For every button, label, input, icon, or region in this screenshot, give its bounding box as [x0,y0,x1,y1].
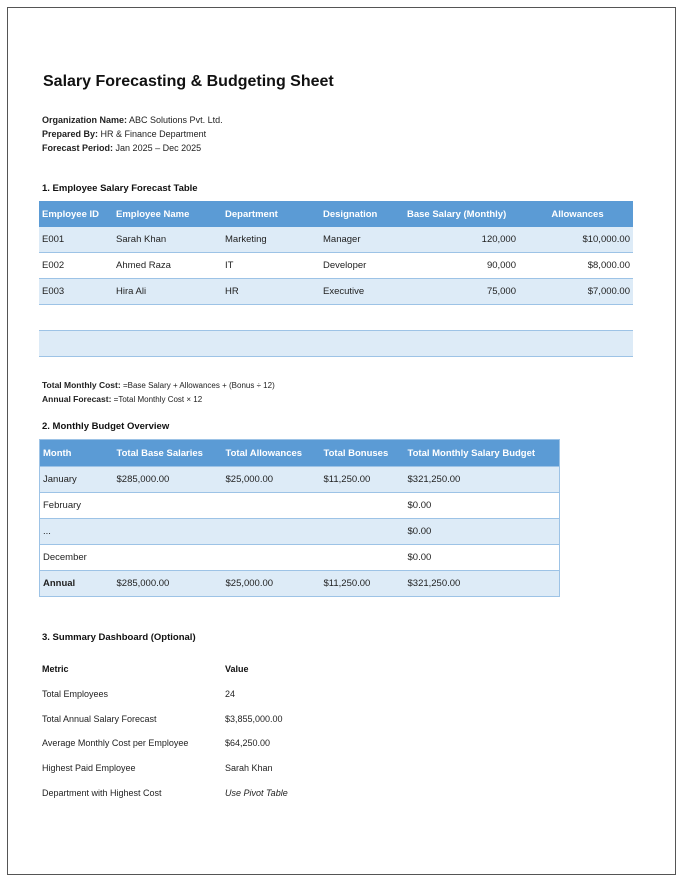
period-line [42,143,201,153]
cell: $11,250.00 [321,571,405,597]
cell: Highest Paid Employee [42,763,136,774]
period-label: Forecast Period: [42,143,114,153]
table-header-row [40,440,560,467]
cell: Department with Highest Cost [42,787,162,798]
cell: 24 [225,689,236,700]
prepared-value: HR & Finance Department [100,129,207,139]
annual-label: Annual Forecast: [42,394,112,404]
cell: December [40,545,114,571]
col-header: Department [222,201,320,227]
cell: $10,000.00 [519,227,633,253]
cell: $64,250.00 [225,738,271,749]
cell: $25,000.00 [223,467,321,493]
section3-heading: 3. Summary Dashboard (Optional) [42,632,196,643]
cell: $25,000.00 [223,571,321,597]
cell: $3,855,000.00 [225,713,283,724]
total-monthly-formula: =Base Salary + Allowances + (Bonus ÷ 12) [122,381,275,390]
table-header-row [39,201,633,227]
cell: $7,000.00 [519,279,633,305]
cell: Manager [320,227,404,253]
cell [321,545,405,571]
cell: 90,000 [404,253,519,279]
col-header: Designation [320,201,404,227]
employee-forecast-table [39,201,633,357]
col-header: Total Bonuses [321,440,405,467]
cell: ... [40,519,114,545]
annual-formula-line [42,394,202,404]
table-row [40,467,560,493]
col-header: Total Monthly Salary Budget [405,440,560,467]
cell: Total Employees [42,689,109,700]
cell [223,493,321,519]
monthly-budget-table [39,439,560,597]
cell: IT [222,253,320,279]
cell: Use Pivot Table [225,787,288,798]
cell: $285,000.00 [114,571,223,597]
table-header-row [39,656,339,682]
cell: E001 [39,227,113,253]
cell: Developer [320,253,404,279]
cell [114,545,223,571]
cell [223,519,321,545]
cell: 75,000 [404,279,519,305]
org-value: ABC Solutions Pvt. Ltd. [129,115,223,125]
summary-dashboard-table [39,656,339,805]
cell: Marketing [222,227,320,253]
col-header: Total Allowances [223,440,321,467]
col-header: Metric [42,664,69,674]
cell: Sarah Khan [225,763,273,774]
cell: February [40,493,114,519]
cell [114,519,223,545]
prepared-label: Prepared By: [42,129,99,139]
section1-heading: 1. Employee Salary Forecast Table [42,183,198,194]
table-row [39,780,339,805]
cell [223,545,321,571]
empty-row [39,305,633,331]
table-row [40,493,560,519]
cell: Annual [40,571,114,597]
cell: $11,250.00 [321,467,405,493]
col-header: Employee ID [39,201,113,227]
cell [321,493,405,519]
cell: $8,000.00 [519,253,633,279]
col-header: Value [225,664,249,674]
page-title: Salary Forecasting & Budgeting Sheet [43,73,334,90]
col-header: Employee Name [113,201,222,227]
cell: Average Monthly Cost per Employee [42,738,189,749]
org-label: Organization Name: [42,115,128,125]
cell [321,519,405,545]
cell: $321,250.00 [405,467,560,493]
cell: $321,250.00 [405,571,560,597]
cell: Ahmed Raza [113,253,222,279]
cell: HR [222,279,320,305]
org-line [42,115,223,125]
cell [114,493,223,519]
cell: Total Annual Salary Forecast [42,713,157,724]
section2-heading: 2. Monthly Budget Overview [42,421,170,432]
period-value: Jan 2025 – Dec 2025 [115,143,202,153]
total-monthly-label: Total Monthly Cost: [42,380,121,390]
cell: $0.00 [405,519,560,545]
annual-total-row [40,571,560,597]
cell: E003 [39,279,113,305]
cell: E002 [39,253,113,279]
table-row [39,227,633,253]
total-monthly-formula-line [42,380,275,390]
col-header: Base Salary (Monthly) [404,201,519,227]
table-row [39,682,339,707]
col-header: Total Base Salaries [114,440,223,467]
table-row [39,279,633,305]
cell: 120,000 [404,227,519,253]
table-row [39,756,339,781]
table-row [39,253,633,279]
table-row [40,519,560,545]
cell: $0.00 [405,493,560,519]
annual-formula: =Total Monthly Cost × 12 [113,395,203,404]
prepared-line [42,129,206,139]
col-header: Allowances [519,201,633,227]
cell: Sarah Khan [113,227,222,253]
col-header: Month [40,440,114,467]
cell: $0.00 [405,545,560,571]
cell: $285,000.00 [114,467,223,493]
empty-row [39,331,633,357]
cell: January [40,467,114,493]
cell: Executive [320,279,404,305]
table-row [39,707,339,732]
table-row [40,545,560,571]
table-row [39,731,339,756]
cell: Hira Ali [113,279,222,305]
